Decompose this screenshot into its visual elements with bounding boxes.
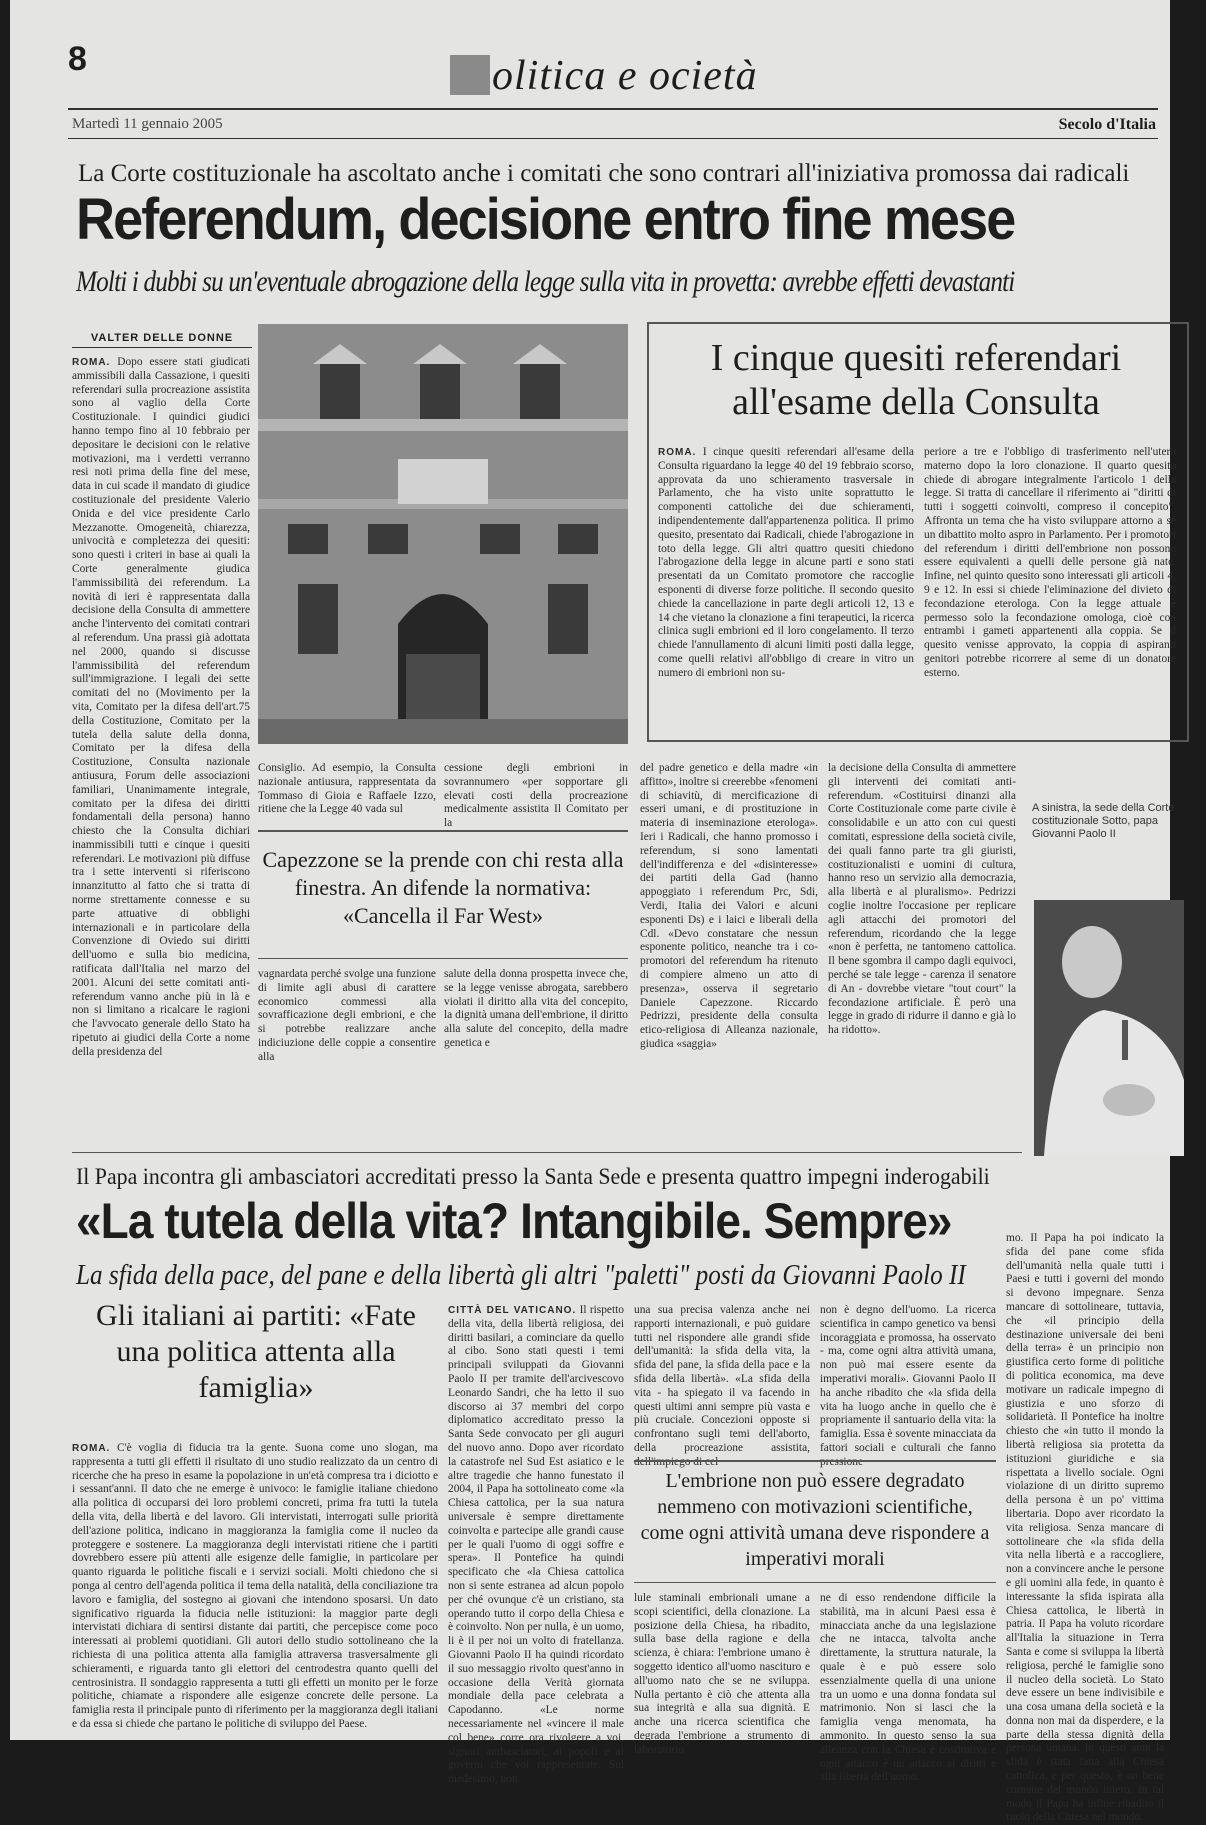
article3-headline: Gli italiani ai partiti: «Fate una politica attenta alla famiglia»	[96, 1299, 416, 1404]
sidebar-box-column-1	[658, 446, 914, 730]
pullquote-rule-bottom	[258, 958, 628, 959]
header-rule-top	[68, 108, 1158, 110]
article3-text	[72, 1442, 438, 1734]
article2-headline: «La tutela della vita? Intangibile. Sempre»	[76, 1193, 952, 1249]
issue-date: Martedì 11 gennaio 2005	[72, 116, 223, 132]
article2-dateline: CITTÀ DEL VATICANO.	[448, 1305, 577, 1316]
pullquote-embrione: L'embrione non può essere degradato nemmeno con motivazioni scientifiche, come ogni attività umana deve rispondere a imperativi morali	[640, 1470, 990, 1570]
article1-headline: Referendum, decisione entro fine mese	[76, 187, 1015, 252]
article1-column-2: Consiglio. Ad esempio, la Consulta nazionale antiusura, rappresentata da Tommaso di Gioia e Raffaele Izzo, ritiene che la Legge 40 vada sul	[258, 762, 436, 816]
article1-column-4: del padre genetico e della madre «in affitto», inoltre si creerebbe «fenomeni di schiavitù, di mercificazione di esseri umani, e di prostituzione in materia di inseminazione eterologa». Ieri i Radicali, che hanno promosso i referendum, si sono lamentati dell'indifferenza e del «disinteresse» dei partiti della Gad (hanno appoggiato i referendum Prc, Sdi, Verdi, Italia dei Valori e alcuni esponenti Ds) e i laici e liberali della Cdl. «Devo constatare che nessun esponente politico, neanche tra i co-promotori del referendum ha ritenuto di compiere almeno un atto di presenza», osserva il segretario Daniele Capezzone. Riccardo Pedrizzi, presidente della consulta etico-religiosa di Alleanza nazionale, giudica «saggia»	[640, 762, 818, 1050]
article3-dateline: ROMA.	[72, 1443, 111, 1454]
article1-kicker: La Corte costituzionale ha ascoltato anche i comitati che sono contrari all'iniziativa promossa dai radicali	[78, 160, 1130, 187]
sidebar-box-column-1-text: I cinque quesiti referendari all'esame della Consulta riguardano la legge 40 del 19 febbraio scorso, approvata da uno schieramento trasversale in Parlamento, che ha visto unite soprattutto le componenti cattoliche dei due schieramenti, indipendentemente dall'appartenenza politica. Il primo quesito, presentato dai Radicali, chiede l'abrogazione in toto della legge. Gli altri quattro quesiti chiedono l'abrogazione della legge in alcune parti e sono stati presentati da un Comitato promotore che raccoglie esponenti di diverse forze politiche. Il secondo quesito chiede la cancellazione in parte degli articoli 12, 13 e 14 che vietano la clonazione a fini terapeutici, la ricerca clinica sugli embrioni ed il loro congelamento. Il terzo chiede l'annullamento di alcuni limiti posti dalla legge, come quelli relativi all'obbligo di creare in vitro un numero di embrioni non su-	[658, 446, 914, 679]
article1-column-1-text: Dopo essere stati giudicati ammissibili dalla Cassazione, i quesiti referendari sulla procreazione assistita sono al vaglio della Corte Costituzionale. I quindici giudici hanno tempo fino al 10 febbraio per depositare le decisioni con le relative motivazioni, ma i verdetti verranno resi noti prima della fine del mese, data in cui scade il mandato di giudice costituzionale del presidente Valerio Onida e del vice presidente Carlo Mezzanotte. Omogeneità, chiarezza, univocità e completezza dei quesiti: sono questi i criteri in base ai quali la Corte generalmente giudica l'ammissibilità dei referendum. La novità di ieri è rappresentata dalla decisione della Consulta di ammettere anche l'intervento dei comitati contrari al referendum. Una prassi già adottata nel 2000, quando si discusse l'ammissibilità del referendum sull'immigrazione. I legali dei sette comitati del no (Movimento per la vita, Comitato per la difesa dell'art.75 della Costituzione, Comitato per la tutela della salute della donna, Comitato per la difesa della Costituzione, Consulta nazionale antiusura, Forum delle associazioni familiari, Unanimamente integrale, comitato per la difesa dei diritti fondamentali della persona) hanno chiesto che la Consulta dichiari inammissibili tutti e cinque i quesiti referendari. Le motivazioni più diffuse tra i sette interventi si riferiscono innanzitutto al fatto che si tratta di norme strettamente connesse e su parte attuative di obblighi internazionali e in particolare della Convenzione di Oviedo sui diritti dell'uomo e sulla bio medicina, ratificata dall'Italia nel marzo del 2001. Alcuni dei sette comitati anti-referendum vanno anche più in là e non si limitano a ricalcare le ragioni che l'avvocato generale dello Stato ha ripetuto ai giudici della Corte a nome della presidenza del	[72, 356, 250, 1058]
article1-column-3: cessione degli embrioni in sovrannumero «per sopportare gli elevati costi della procreazione medicalmente assistita Il Comitato per la	[444, 762, 628, 830]
pullquote-rule-top	[258, 830, 628, 832]
photo-pope	[1034, 900, 1184, 1156]
article1-byline: VALTER DELLE DONNE	[72, 332, 252, 348]
sidebar-box-column-2: periore a tre e l'obbligo di trasferimento nell'utero materno dopo la loro clonazione. Il quarto quesito chiede di abrogare integralmente l'articolo 1 della legge. Si tratta di cancellare il riferimento ai "diritti di tutti i soggetti coinvolti, compreso il concepito". Affronta un tema che ha visto sviluppare attorno a sé un dibattito molto aspro in Parlamento. Per i promotori del referendum i diritti dell'embrione non possono essere equivalenti a quelli delle persone già nate. Infine, nel quinto quesito sono interessati gli articoli 4, 9 e 12. In essi si chiede l'eliminazione del divieto di fecondazione eterologa. Con la legge attuale è permesso solo la fecondazione omologa, cioè con entrambi i gameti appartenenti alla coppia. Se il quesito venisse approvato, la coppia di aspiranti genitori potrebbe ricorrere al seme di un donatore esterno.	[924, 446, 1176, 679]
article2-column-1	[448, 1304, 624, 1786]
pullquote2-rule-top	[634, 1460, 996, 1462]
pope-illustration	[1034, 900, 1184, 1156]
sidebar-box-title: I cinque quesiti referendari all'esame della Consulta	[710, 337, 1122, 423]
article1-subheadline: Molti i dubbi su un'eventuale abrogazione della legge sulla vita in provetta: avrebbe effetti devastanti	[76, 265, 1015, 298]
article1-column-1	[72, 356, 250, 1138]
article2-column-3b: ne di esso rendendone difficile la stabilità, ma in alcuni Paesi essa è minacciata anche da una legislazione che ne intacca, talvolta anche direttamente, la struttura naturale, la quale è e può essere solo essenzialmente quella di una unione tra un uomo e una donna fondata sul matrimonio. Non si lasci che la famiglia venga menomata, ha ammonito. In questo senso la sua alleanza con la Chiesa è costitutiva e ogni attacco è un attacco ai diritti e alla libertà dell'uomo.	[820, 1592, 996, 1784]
page-number: 8	[68, 40, 87, 78]
photo-caption: A sinistra, la sede della Corte costituzionale Sotto, papa Giovanni Paolo II	[1032, 802, 1175, 840]
newspaper-page	[10, 0, 1176, 1824]
article2-kicker: Il Papa incontra gli ambasciatori accreditati presso la Santa Sede e presenta quattro impegni inderogabili	[76, 1164, 990, 1189]
article2-column-2b: lule staminali embrionali umane a scopi scientifici, della clonazione. La posizione della Chiesa, ha ribadito, sulla base della ragione e della scienza, è chiara: l'embrione umano è soggetto identico all'uomo nascituro e all'uomo nato che se ne sviluppa. Nulla pertanto è ciò che attenta alla sua integrità e alla sua dignità. E anche una ricerca scientifica che degrada l'embrione a strumento di laboratorio	[634, 1592, 810, 1756]
section-title	[450, 52, 758, 100]
header-rule-bottom	[68, 138, 1158, 139]
section-divider	[72, 1152, 1022, 1153]
article2-column-1-text: Il rispetto della vita, della libertà religiosa, dei diritti basilari, a cominciare da quello al cibo. Sono stati questi i temi principali sviluppati da Giovanni Paolo II per tramite dell'arcivescovo Leonardo Sandri, che ha letto il suo discorso ai 37 membri del corpo diplomatico accreditato presso la Santa Sede convocato per gli auguri del nuovo anno. Dopo aver ricordato la catastrofe nel Sud Est asiatico e le altre tragedie che hanno funestato il 2004, il Papa ha sottolineato come «la Chiesa cattolica, per la sua natura universale è sempre direttamente coinvolta e partecipe alle grandi cause per le quali l'uomo di oggi soffre e spera». Il Pontefice ha quindi specificato che «la Chiesa cattolica non si sente estranea ad alcun popolo per ché ovunque c'è un cristiano, sta operando tutto il corpo della Chiesa e è coinvolto. Non per nulla, è un uomo, li è il per noi un volto di fratellanza. Giovanni Paolo II ha quindi ricordato il suo messaggio rivolto quest'anno in occasione della Verità giornata mondiale della pace celebrata a Capodanno. «Le norme necessariamente nel «vincere il male col bene» corre ora rivolgere a voi, signori ambasciatori, ai popoli e ai governi che voi rappresentate. Sul medesimo, non	[448, 1304, 624, 1786]
photo-consulta-building	[258, 324, 628, 744]
pullquote2-rule-bottom	[634, 1582, 996, 1583]
article2-column-4: mo. Il Papa ha poi indicato la sfida del pane come sfida dell'umanità nella quale tutti i Paesi e tutti i governi del mondo si devono impegnare. Senza mancare di sottolineare, tuttavia, che «il principio della destinazione universale dei beni della terra» è un principio non giustifica certo forme di politiche di politica economica, ma deve motivare un radicale impegno di giustizia e uno sforzo di solidarietà. Il Pontefice ha inoltre chiesto che «in tutto il mondo la libertà religiosa sia protetta da istituzioni giuridiche e sia rispettata a livello sociale. Ogni violazione di un diritto supremo della persona è un po' vittima libertaria. Dopo aver ricordato la vita religiosa. Senza mancare di sottolineare che «la sfida della vita nella libertà e a raccogliere, non a convincere anche le persone e gli uomini alla fede, in quanto è interessante la sfida ispirata alla Chiesa cattolica, le libertà in patria. Il Papa ha voluto ricordare all'Italia la situazione in Terra Santa e come si sviluppa la libertà religiosa, perché le famiglie sono il nucleo della società. Lo Stato deve essere un bene indivisibile e una cosa umana della società e la donna non mai da disperdere, e la parte della stessa dignità della persona umana. In questi anni la sfida è stata fatta alla Chiesa cattolica, e per questo, è un bene comune del mondo intero. In tal modo il Papa ha infine ribadito il ruolo della Chiesa nel mondo.	[1006, 1232, 1164, 1824]
article2-column-2: una sua precisa valenza anche nei rapporti internazionali, e può guidare tutti nel rispondere alle grandi sfide dell'umanità: la sfida della vita, la sfida del pane, la sfida della pace e la sfida della libertà». «La sfida della vita - ha spiegato il va facendo in questi ultimi anni sempre più vasta e più cruciale. Concezioni opposte si confrontano sugli temi dell'aborto, della procreazione assistita,	[634, 1304, 810, 1454]
article1-dateline: ROMA.	[72, 357, 111, 368]
article2-column-3: non è degno dell'uomo. La ricerca scientifica in campo genetico va bensì incoraggiata e promossa, ha osservato - ma, come ogni altra attività umana, non può mai essere esente da imperativi morali». Giovanni Paolo II ha anche ribadito che «la sfida della vita ha luogo anche in quello che è propriamente il santuario della vita: la famiglia. Essa è sovente minacciata da fattori sociali e culturali che fanno	[820, 1304, 996, 1454]
sidebar-box-dateline: ROMA.	[658, 447, 697, 458]
article3-body: C'è voglia di fiducia tra la gente. Suona come uno slogan, ma rappresenta a tutti gli effetti il risultato di uno studio realizzato da un centro di ricerche che ha preso in esame la popolazione in un'età compresa tra i diciotto e i sessant'anni. Il dato che ne emerge è univoco: le famiglie italiane chiedono alla politica di occuparsi dei loro problemi concreti, prima fra tutti la tutela della vita, della libertà e del lavoro. Gli intervistati, interrogati sulle priorità dell'azione politica, indicano in maggioranza la famiglia come il nucleo da proteggere e sostenere. La maggioranza degli intervistati ritiene che i partiti dovrebbero essere più attenti alle esigenze delle famiglie, in particolare per quanto riguarda le politiche fiscali e i servizi sociali. Molti chiedono che si ponga al centro dell'agenda politica il tema della natalità, della conciliazione tra lavoro e famiglia, del sostegno ai giovani che intendono sposarsi. Un dato significativo riguarda la fiducia nelle istituzioni: la maggior parte degli intervistati dichiara di sentirsi distante dai partiti, che percepisce come poco interessati ai problemi quotidiani. Gli autori dello studio sottolineano che la richiesta di una politica attenta alla famiglia attraversa trasversalmente gli schieramenti, e riguarda tanto gli elettori del centrodestra quanto quelli del centrosinistra. Il sondaggio rappresenta a tutti gli effetti un monito per le forze politiche, chiamate a rispondere alle esigenze concrete delle persone. La famiglia resta il principale punto di riferimento per la maggioranza degli italiani e da essa si chiede che partano le politiche di sviluppo del Paese.	[72, 1442, 438, 1730]
article1-column-2b: vagnardata perché svolge una funzione di limite agli abusi di carattere economico commessi alla sovrafficazione degli embrioni, e che si potrebbe realizzare anche indiciuzione delle coppie a consentire alla	[258, 968, 436, 1063]
section-initial-p-block	[450, 55, 490, 95]
building-illustration	[258, 324, 628, 744]
section-title-text: olitica e ocietà	[492, 53, 758, 99]
masthead: Secolo d'Italia	[1058, 116, 1156, 133]
article2-subheadline: La sfida della pace, del pane e della libertà gli altri "paletti" posti da Giovanni Paolo II	[76, 1260, 966, 1291]
article1-column-3b: salute della donna prospetta invece che, se la legge venisse abrogata, sarebbero violati il diritto alla vita del concepito, la dignità umana dell'embrione, il diritto alla salute del concepito, della madre genetica e	[444, 968, 628, 1049]
pullquote-capezzone: Capezzone se la prende con chi resta alla finestra. An difende la normativa: «Cancella il Far West»	[262, 847, 624, 928]
article1-column-5: la decisione della Consulta di ammettere gli interventi dei comitati anti-referendum. «Costituirsi dinanzi alla Corte Costituzionale come parte civile è consolidabile e un atto con cui questi comitati, espressione della società civile, dei quali fanno parte tra gli giuristi, costituzionalisti e uomini di cultura, hanno reso un servizio alla democrazia, alla libertà e al pluralismo». Pedrizzi coglie inoltre l'occasione per replicare agli attacchi dei promotori del referendum, ricordando che la legge «non è perfetta, ne tantomeno cattolica. Il bene sgombra il campo dagli equivoci, perché se tale legge - carenza il senatore di An - dovrebbe vietare "tout court" la fecondazione artificiale. È però una legge in grado di ridurre il danno e già lo ha ridotto».	[828, 762, 1016, 1037]
